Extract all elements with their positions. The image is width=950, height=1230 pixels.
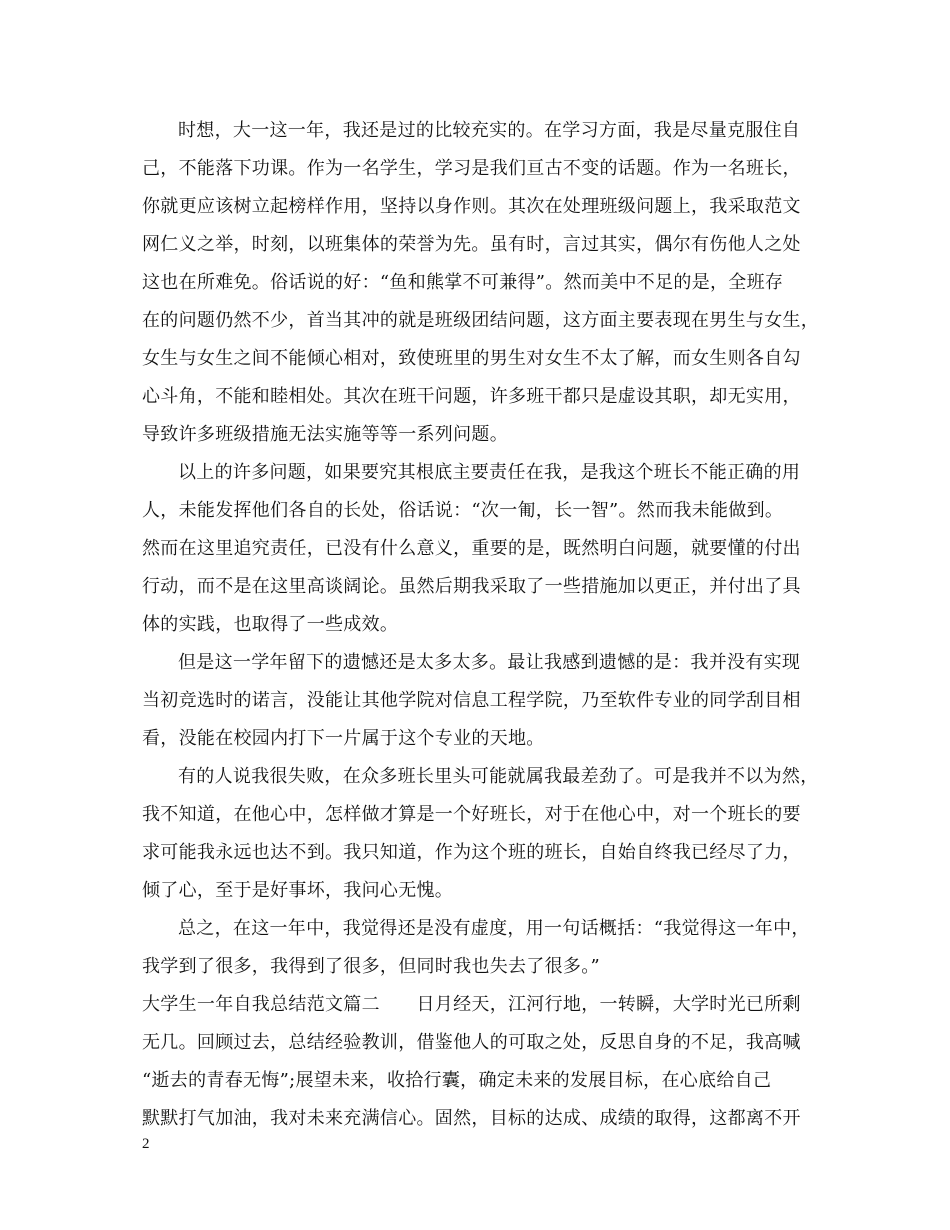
text-line: 我不知道，在他心中，怎样做才算是一个好班长，对于在他心中，对一个班长的要 xyxy=(142,804,801,825)
page-number: 2 xyxy=(142,1136,150,1152)
text-line: 当初竞选时的诺言，没能让其他学院对信息工程学院，乃至软件专业的同学刮目相 xyxy=(142,690,801,711)
text-line: 导致许多班级措施无法实施等等一系列问题。 xyxy=(142,424,508,445)
text-line: 时想，大一这一年，我还是过的比较充实的。在学习方面，我是尽量克服住自 xyxy=(178,120,801,141)
text-line: 心斗角，不能和睦相处。其次在班干问题，许多班干都只是虚设其职，却无实用， xyxy=(142,386,801,407)
text-line: 这也在所难免。俗话说的好：“鱼和熊掌不可兼得”。然而美中不足的是，全班存 xyxy=(142,272,784,293)
text-line: 女生与女生之间不能倾心相对，致使班里的男生对女生不太了解，而女生则各自勾 xyxy=(142,348,801,369)
text-line: 人，未能发挥他们各自的长处，俗话说：“次一匍，长一智”。然而我未能做到。 xyxy=(142,500,784,521)
text-line: “逝去的青春无悔”;展望未来，收拾行囊，确定未来的发展目标，在心底给自己 xyxy=(142,1070,772,1091)
text-line: 你就更应该树立起榜样作用，坚持以身作则。其次在处理班级问题上，我采取范文 xyxy=(142,196,801,217)
text-line: 大学生一年自我总结范文篇二 日月经天，江河行地，一转瞬，大学时光已所剩 xyxy=(142,994,801,1015)
text-line: 无几。回顾过去，总结经验教训，借鉴他人的可取之处，反思自身的不足，我高喊 xyxy=(142,1032,801,1053)
text-line: 但是这一学年留下的遗憾还是太多太多。最让我感到遗憾的是：我并没有实现 xyxy=(178,652,801,673)
text-line: 有的人说我很失败，在众多班长里头可能就属我最差劲了。可是我并不以为然， xyxy=(178,766,819,787)
text-line: 求可能我永远也达不到。我只知道，作为这个班的班长，自始自终我已经尽了力， xyxy=(142,842,801,863)
text-line: 在的问题仍然不少，首当其冲的就是班级团结问题，这方面主要表现在男生与女生， xyxy=(142,310,820,331)
text-line: 总之，在这一年中，我觉得还是没有虚度，用一句话概括：“我觉得这一年中， xyxy=(178,918,810,939)
text-line: 己，不能落下功课。作为一名学生，学习是我们亘古不变的话题。作为一名班长， xyxy=(142,158,801,179)
text-line: 体的实践，也取得了一些成效。 xyxy=(142,614,399,635)
text-line: 以上的许多问题，如果要究其根底主要责任在我，是我这个班长不能正确的用 xyxy=(178,462,801,483)
text-line: 行动，而不是在这里高谈阔论。虽然后期我采取了一些措施加以更正，并付出了具 xyxy=(142,576,801,597)
text-line: 然而在这里追究责任，已没有什么意义，重要的是，既然明白问题，就要懂的付出 xyxy=(142,538,801,559)
text-line: 网仁义之举，时刻，以班集体的荣誉为先。虽有时，言过其实，偶尔有伤他人之处 xyxy=(142,234,801,255)
text-line: 倾了心，至于是好事坏，我问心无愧。 xyxy=(142,880,454,901)
text-line: 我学到了很多，我得到了很多，但同时我也失去了很多。” xyxy=(142,956,600,977)
text-line: 默默打气加油，我对未来充满信心。固然，目标的达成、成绩的取得，这都离不开 xyxy=(142,1108,801,1129)
text-line: 看，没能在校园内打下一片属于这个专业的天地。 xyxy=(142,728,545,749)
